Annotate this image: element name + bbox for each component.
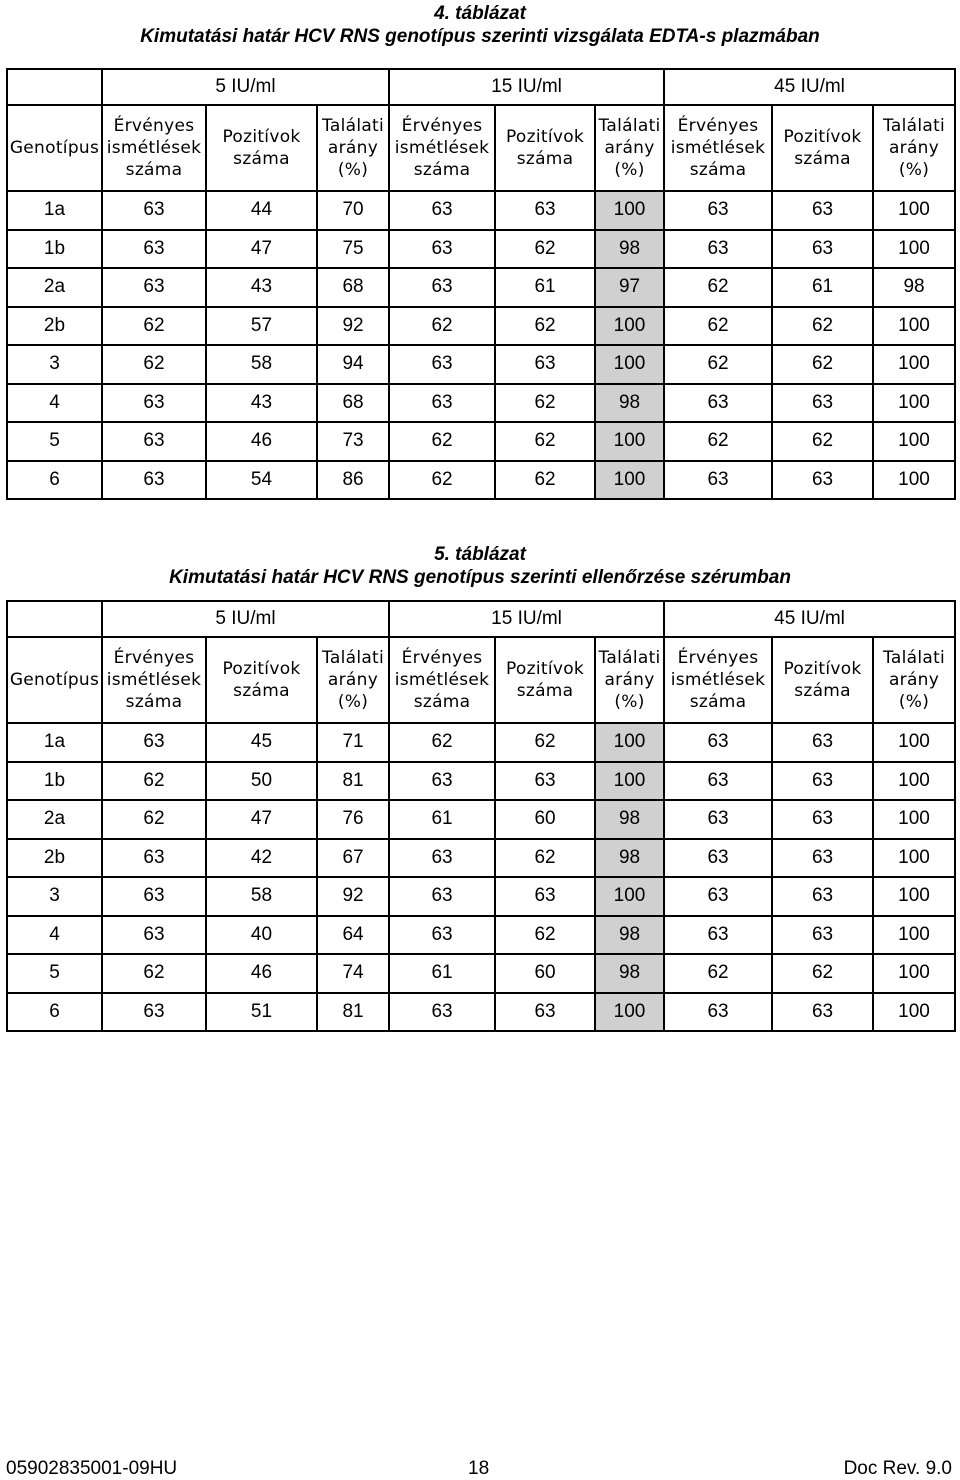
valid-reps-cell: 61 <box>389 954 495 993</box>
hit-rate-cell: 100 <box>873 191 955 230</box>
hit-rate-header: Találati arány (%) <box>317 637 389 723</box>
positives-cell: 60 <box>495 954 595 993</box>
table-row <box>7 762 955 801</box>
valid-reps-cell: 63 <box>102 422 206 461</box>
positives-cell: 54 <box>206 461 317 500</box>
hit-rate-cell: 92 <box>317 307 389 346</box>
valid-reps-header: Érvényes ismétlések száma <box>664 105 772 191</box>
valid-reps-cell: 62 <box>389 307 495 346</box>
genotype-header: Genotípus <box>7 105 102 191</box>
positives-cell: 51 <box>206 993 317 1032</box>
genotype-cell: 6 <box>7 461 102 500</box>
positives-cell: 43 <box>206 384 317 423</box>
positives-cell: 57 <box>206 307 317 346</box>
doc-revision: Doc Rev. 9.0 <box>843 1458 952 1479</box>
genotype-cell: 1a <box>7 723 102 762</box>
positives-cell: 62 <box>495 916 595 955</box>
genotype-cell: 6 <box>7 993 102 1032</box>
valid-reps-cell: 63 <box>389 345 495 384</box>
hit-rate-cell: 75 <box>317 230 389 269</box>
valid-reps-cell: 62 <box>102 800 206 839</box>
hit-rate-cell: 100 <box>873 461 955 500</box>
genotype-cell: 1b <box>7 762 102 801</box>
valid-reps-cell: 63 <box>102 916 206 955</box>
hit-rate-cell: 100 <box>873 384 955 423</box>
hit-rate-cell: 98 <box>595 916 664 955</box>
valid-reps-header: Érvényes ismétlések száma <box>664 637 772 723</box>
positives-cell: 61 <box>772 268 873 307</box>
hit-rate-header: Találati arány (%) <box>595 637 664 723</box>
hit-rate-cell: 100 <box>595 723 664 762</box>
positives-cell: 62 <box>495 422 595 461</box>
valid-reps-cell: 63 <box>664 916 772 955</box>
hit-rate-cell: 70 <box>317 191 389 230</box>
valid-reps-cell: 63 <box>389 268 495 307</box>
positives-cell: 47 <box>206 800 317 839</box>
table-row <box>7 461 955 500</box>
positives-header: Pozitívok száma <box>495 637 595 723</box>
hit-rate-cell: 76 <box>317 800 389 839</box>
positives-cell: 47 <box>206 230 317 269</box>
hit-rate-cell: 98 <box>595 954 664 993</box>
positives-cell: 63 <box>495 877 595 916</box>
table-row <box>7 877 955 916</box>
hit-rate-cell: 68 <box>317 384 389 423</box>
hit-rate-cell: 100 <box>873 800 955 839</box>
table-row <box>7 307 955 346</box>
table5-title: Kimutatási határ HCV RNS genotípus szerinti ellenőrzése szérumban <box>169 567 791 588</box>
valid-reps-cell: 63 <box>664 800 772 839</box>
positives-cell: 63 <box>772 191 873 230</box>
positives-cell: 63 <box>772 230 873 269</box>
positives-cell: 40 <box>206 916 317 955</box>
table5 <box>6 600 956 1032</box>
table-row <box>7 384 955 423</box>
table-row <box>7 422 955 461</box>
group-header-15: 15 IU/ml <box>389 69 664 105</box>
hit-rate-cell: 64 <box>317 916 389 955</box>
genotype-cell: 4 <box>7 384 102 423</box>
positives-cell: 63 <box>772 461 873 500</box>
valid-reps-header: Érvényes ismétlések száma <box>102 637 206 723</box>
hit-rate-cell: 100 <box>595 993 664 1032</box>
positives-cell: 50 <box>206 762 317 801</box>
valid-reps-cell: 63 <box>389 384 495 423</box>
genotype-header: Genotípus <box>7 637 102 723</box>
hit-rate-cell: 100 <box>873 723 955 762</box>
table-row <box>7 800 955 839</box>
genotype-cell: 2a <box>7 800 102 839</box>
group-header-5: 5 IU/ml <box>102 69 389 105</box>
table-row <box>7 191 955 230</box>
valid-reps-cell: 63 <box>389 230 495 269</box>
table-row <box>7 723 955 762</box>
valid-reps-cell: 63 <box>102 191 206 230</box>
hit-rate-cell: 100 <box>873 993 955 1032</box>
valid-reps-cell: 62 <box>102 954 206 993</box>
positives-header: Pozitívok száma <box>772 105 873 191</box>
positives-cell: 45 <box>206 723 317 762</box>
valid-reps-cell: 63 <box>102 461 206 500</box>
hit-rate-header: Találati arány (%) <box>317 105 389 191</box>
positives-cell: 62 <box>772 345 873 384</box>
valid-reps-cell: 61 <box>389 800 495 839</box>
hit-rate-cell: 100 <box>595 461 664 500</box>
hit-rate-cell: 100 <box>595 877 664 916</box>
header-blank <box>7 69 102 105</box>
genotype-cell: 5 <box>7 954 102 993</box>
hit-rate-cell: 100 <box>873 954 955 993</box>
hit-rate-cell: 71 <box>317 723 389 762</box>
hit-rate-cell: 68 <box>317 268 389 307</box>
positives-cell: 58 <box>206 345 317 384</box>
hit-rate-cell: 100 <box>873 422 955 461</box>
header-blank <box>7 601 102 637</box>
positives-header: Pozitívok száma <box>495 105 595 191</box>
valid-reps-cell: 62 <box>102 762 206 801</box>
doc-number: 05902835001-09HU <box>6 1458 178 1479</box>
hit-rate-cell: 67 <box>317 839 389 878</box>
group-header-45: 45 IU/ml <box>664 601 955 637</box>
valid-reps-header: Érvényes ismétlések száma <box>389 637 495 723</box>
positives-cell: 63 <box>772 723 873 762</box>
positives-cell: 63 <box>495 191 595 230</box>
table-row <box>7 839 955 878</box>
positives-cell: 60 <box>495 800 595 839</box>
hit-rate-cell: 81 <box>317 762 389 801</box>
positives-cell: 46 <box>206 422 317 461</box>
group-header-15: 15 IU/ml <box>389 601 664 637</box>
hit-rate-cell: 98 <box>595 230 664 269</box>
hit-rate-header: Találati arány (%) <box>595 105 664 191</box>
genotype-cell: 3 <box>7 345 102 384</box>
genotype-cell: 5 <box>7 422 102 461</box>
hit-rate-cell: 100 <box>873 762 955 801</box>
valid-reps-cell: 63 <box>664 384 772 423</box>
positives-cell: 63 <box>772 877 873 916</box>
positives-cell: 62 <box>772 307 873 346</box>
positives-cell: 62 <box>495 461 595 500</box>
valid-reps-cell: 62 <box>389 422 495 461</box>
hit-rate-cell: 94 <box>317 345 389 384</box>
genotype-cell: 2b <box>7 307 102 346</box>
valid-reps-cell: 63 <box>389 877 495 916</box>
hit-rate-cell: 100 <box>595 191 664 230</box>
genotype-cell: 4 <box>7 916 102 955</box>
valid-reps-cell: 62 <box>664 307 772 346</box>
positives-cell: 63 <box>772 993 873 1032</box>
valid-reps-cell: 63 <box>389 762 495 801</box>
hit-rate-cell: 74 <box>317 954 389 993</box>
valid-reps-cell: 62 <box>389 723 495 762</box>
positives-cell: 63 <box>772 762 873 801</box>
table4-title: Kimutatási határ HCV RNS genotípus szerinti vizsgálata EDTA-s plazmában <box>140 26 820 47</box>
positives-cell: 62 <box>495 384 595 423</box>
valid-reps-cell: 63 <box>664 723 772 762</box>
genotype-cell: 1a <box>7 191 102 230</box>
valid-reps-cell: 62 <box>102 345 206 384</box>
valid-reps-cell: 63 <box>664 839 772 878</box>
positives-cell: 43 <box>206 268 317 307</box>
valid-reps-cell: 63 <box>664 762 772 801</box>
positives-header: Pozitívok száma <box>206 637 317 723</box>
page-number: 18 <box>468 1458 490 1479</box>
positives-cell: 46 <box>206 954 317 993</box>
valid-reps-cell: 63 <box>389 916 495 955</box>
valid-reps-cell: 63 <box>664 993 772 1032</box>
positives-cell: 63 <box>772 839 873 878</box>
valid-reps-cell: 62 <box>664 268 772 307</box>
positives-cell: 62 <box>495 307 595 346</box>
genotype-cell: 1b <box>7 230 102 269</box>
hit-rate-cell: 92 <box>317 877 389 916</box>
positives-cell: 42 <box>206 839 317 878</box>
hit-rate-cell: 86 <box>317 461 389 500</box>
table-row <box>7 230 955 269</box>
valid-reps-cell: 63 <box>102 839 206 878</box>
table-row <box>7 916 955 955</box>
table-row <box>7 993 955 1032</box>
positives-cell: 63 <box>772 800 873 839</box>
genotype-cell: 2b <box>7 839 102 878</box>
hit-rate-cell: 100 <box>873 916 955 955</box>
valid-reps-cell: 63 <box>664 877 772 916</box>
positives-cell: 62 <box>495 230 595 269</box>
hit-rate-cell: 100 <box>873 307 955 346</box>
positives-cell: 62 <box>772 422 873 461</box>
positives-cell: 63 <box>495 993 595 1032</box>
genotype-cell: 3 <box>7 877 102 916</box>
valid-reps-cell: 63 <box>389 191 495 230</box>
hit-rate-cell: 98 <box>595 800 664 839</box>
group-header-5: 5 IU/ml <box>102 601 389 637</box>
valid-reps-cell: 62 <box>389 461 495 500</box>
table-row <box>7 268 955 307</box>
valid-reps-cell: 63 <box>102 993 206 1032</box>
positives-cell: 44 <box>206 191 317 230</box>
table4 <box>6 68 956 500</box>
table5-caption <box>0 543 960 589</box>
valid-reps-cell: 63 <box>664 230 772 269</box>
valid-reps-cell: 63 <box>664 191 772 230</box>
valid-reps-cell: 63 <box>102 230 206 269</box>
genotype-cell: 2a <box>7 268 102 307</box>
positives-cell: 62 <box>495 723 595 762</box>
valid-reps-cell: 62 <box>664 422 772 461</box>
hit-rate-cell: 98 <box>595 384 664 423</box>
hit-rate-cell: 73 <box>317 422 389 461</box>
table4-caption <box>0 2 960 48</box>
valid-reps-cell: 63 <box>389 993 495 1032</box>
hit-rate-cell: 98 <box>873 268 955 307</box>
hit-rate-cell: 100 <box>595 422 664 461</box>
hit-rate-header: Találati arány (%) <box>873 637 955 723</box>
positives-cell: 61 <box>495 268 595 307</box>
positives-cell: 63 <box>495 345 595 384</box>
hit-rate-cell: 100 <box>595 345 664 384</box>
valid-reps-cell: 63 <box>102 877 206 916</box>
table5-number: 5. táblázat <box>434 544 526 565</box>
valid-reps-cell: 63 <box>102 384 206 423</box>
positives-cell: 63 <box>495 762 595 801</box>
positives-cell: 62 <box>772 954 873 993</box>
positives-cell: 63 <box>772 916 873 955</box>
hit-rate-cell: 98 <box>595 839 664 878</box>
hit-rate-header: Találati arány (%) <box>873 105 955 191</box>
hit-rate-cell: 81 <box>317 993 389 1032</box>
valid-reps-cell: 62 <box>664 345 772 384</box>
table-row <box>7 954 955 993</box>
valid-reps-cell: 62 <box>102 307 206 346</box>
table-row <box>7 345 955 384</box>
positives-cell: 58 <box>206 877 317 916</box>
valid-reps-cell: 63 <box>389 839 495 878</box>
hit-rate-cell: 100 <box>873 877 955 916</box>
valid-reps-cell: 63 <box>664 461 772 500</box>
valid-reps-header: Érvényes ismétlések száma <box>389 105 495 191</box>
valid-reps-header: Érvényes ismétlések száma <box>102 105 206 191</box>
hit-rate-cell: 100 <box>873 839 955 878</box>
hit-rate-cell: 100 <box>873 345 955 384</box>
valid-reps-cell: 62 <box>664 954 772 993</box>
group-header-45: 45 IU/ml <box>664 69 955 105</box>
hit-rate-cell: 100 <box>873 230 955 269</box>
valid-reps-cell: 63 <box>102 268 206 307</box>
positives-cell: 63 <box>772 384 873 423</box>
valid-reps-cell: 63 <box>102 723 206 762</box>
positives-header: Pozitívok száma <box>206 105 317 191</box>
hit-rate-cell: 97 <box>595 268 664 307</box>
positives-cell: 62 <box>495 839 595 878</box>
table4-number: 4. táblázat <box>434 3 526 24</box>
hit-rate-cell: 100 <box>595 307 664 346</box>
positives-header: Pozitívok száma <box>772 637 873 723</box>
hit-rate-cell: 100 <box>595 762 664 801</box>
